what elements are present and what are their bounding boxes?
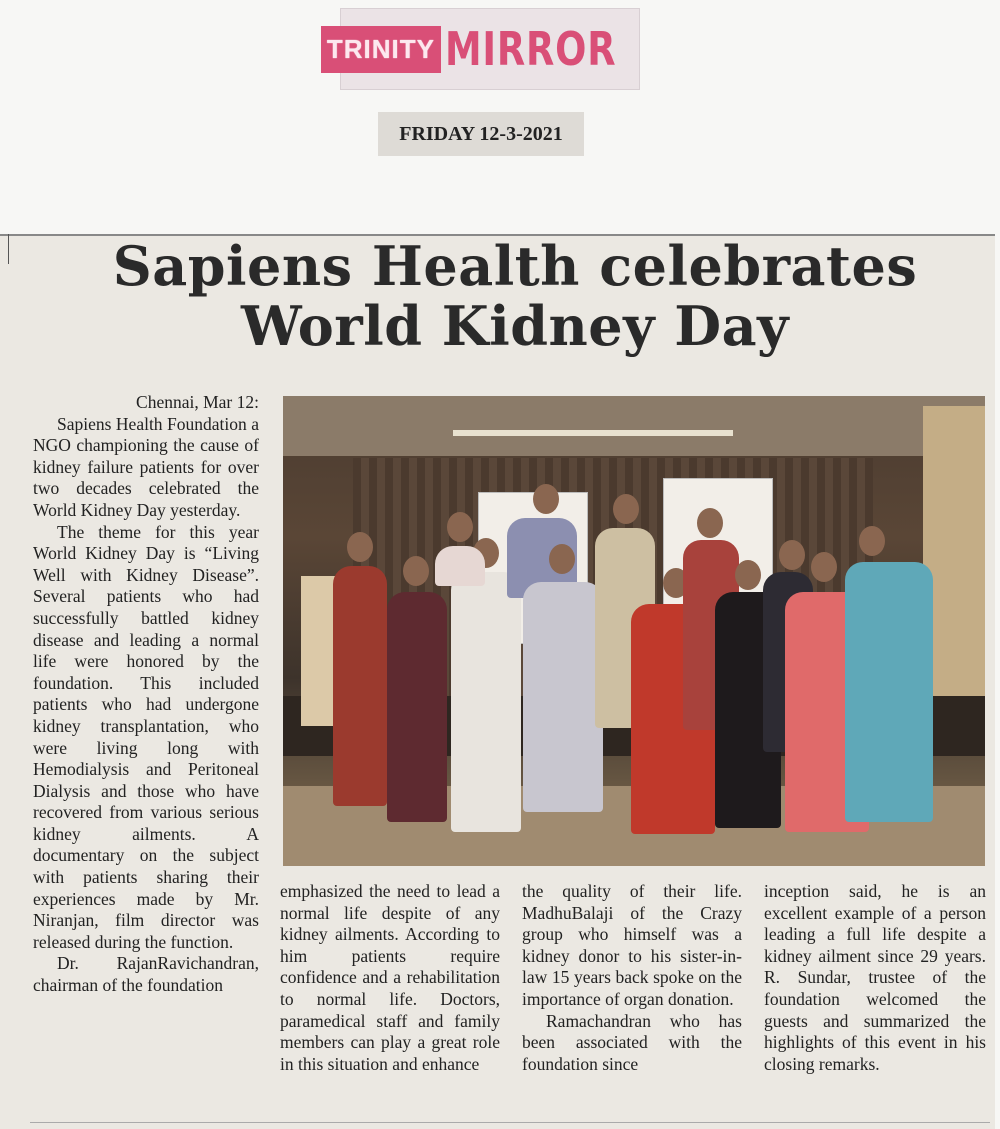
headline-line-2: World Kidney Day (241, 294, 789, 358)
article-paragraph: Dr. RajanRavichandran, chairman of the foundation (33, 953, 259, 996)
podium (301, 576, 337, 726)
newspaper-masthead (326, 8, 640, 90)
article-paragraph: inception said, he is an excellent example of a person leading a full life despite a kidney ailment since 29 years. R. Sundar, trustee of the foundation welcomed the guests and summarized the highlights of this event in his closing remarks. (764, 881, 986, 1074)
article-paragraph: The theme for this year World Kidney Day is “Living Well with Kidney Disease”. Several patients who had successfully battled kidney disease and leading a normal life were honored by the foundation. This included patients who had undergone kidney transplantation, who were living long with Hemodialysis and Peritoneal Dialysis and those who have recovered from various serious kidney ailments. A documentary on the subject with patients sharing their experiences made by Mr. Niranjan, film director was released during the function. (33, 521, 259, 952)
article-headline (100, 236, 930, 356)
article-paragraph: Ramachandran who has been associated with the foundation since (522, 1010, 742, 1074)
headline-line-1: Sapiens Health celebrates (112, 234, 918, 298)
article-column-2 (280, 881, 500, 1075)
clipping-bottom-edge (30, 1122, 990, 1123)
masthead-mirror: MIRROR (444, 22, 617, 76)
publication-date: FRIDAY 12-3-2021 (378, 112, 584, 156)
event-group-photo (283, 396, 985, 866)
article-column-1 (33, 392, 259, 997)
article-paragraph: the quality of their life. MadhuBalaji of the Crazy group who himself was a kidney donor to his sister-in-law 15 years back spoke on the importance of organ donation. (522, 881, 742, 1009)
masthead-trinity: TRINITY (321, 26, 441, 73)
article-dateline: Chennai, Mar 12: (136, 392, 259, 412)
article-column-3 (522, 881, 742, 1075)
article-paragraph: emphasized the need to lead a normal life despite of any kidney ailments. According to him patients require confidence and a rehabilitation to normal life. Doctors, paramedical staff and family members can play a great role in this situation and enhance (280, 881, 500, 1074)
article-column-4 (764, 881, 986, 1075)
article-paragraph: Sapiens Health Foundation a NGO championing the cause of kidney failure patients for over two decades celebrated the World Kidney Day yesterday. (33, 413, 259, 520)
clipping-edge (8, 234, 9, 264)
